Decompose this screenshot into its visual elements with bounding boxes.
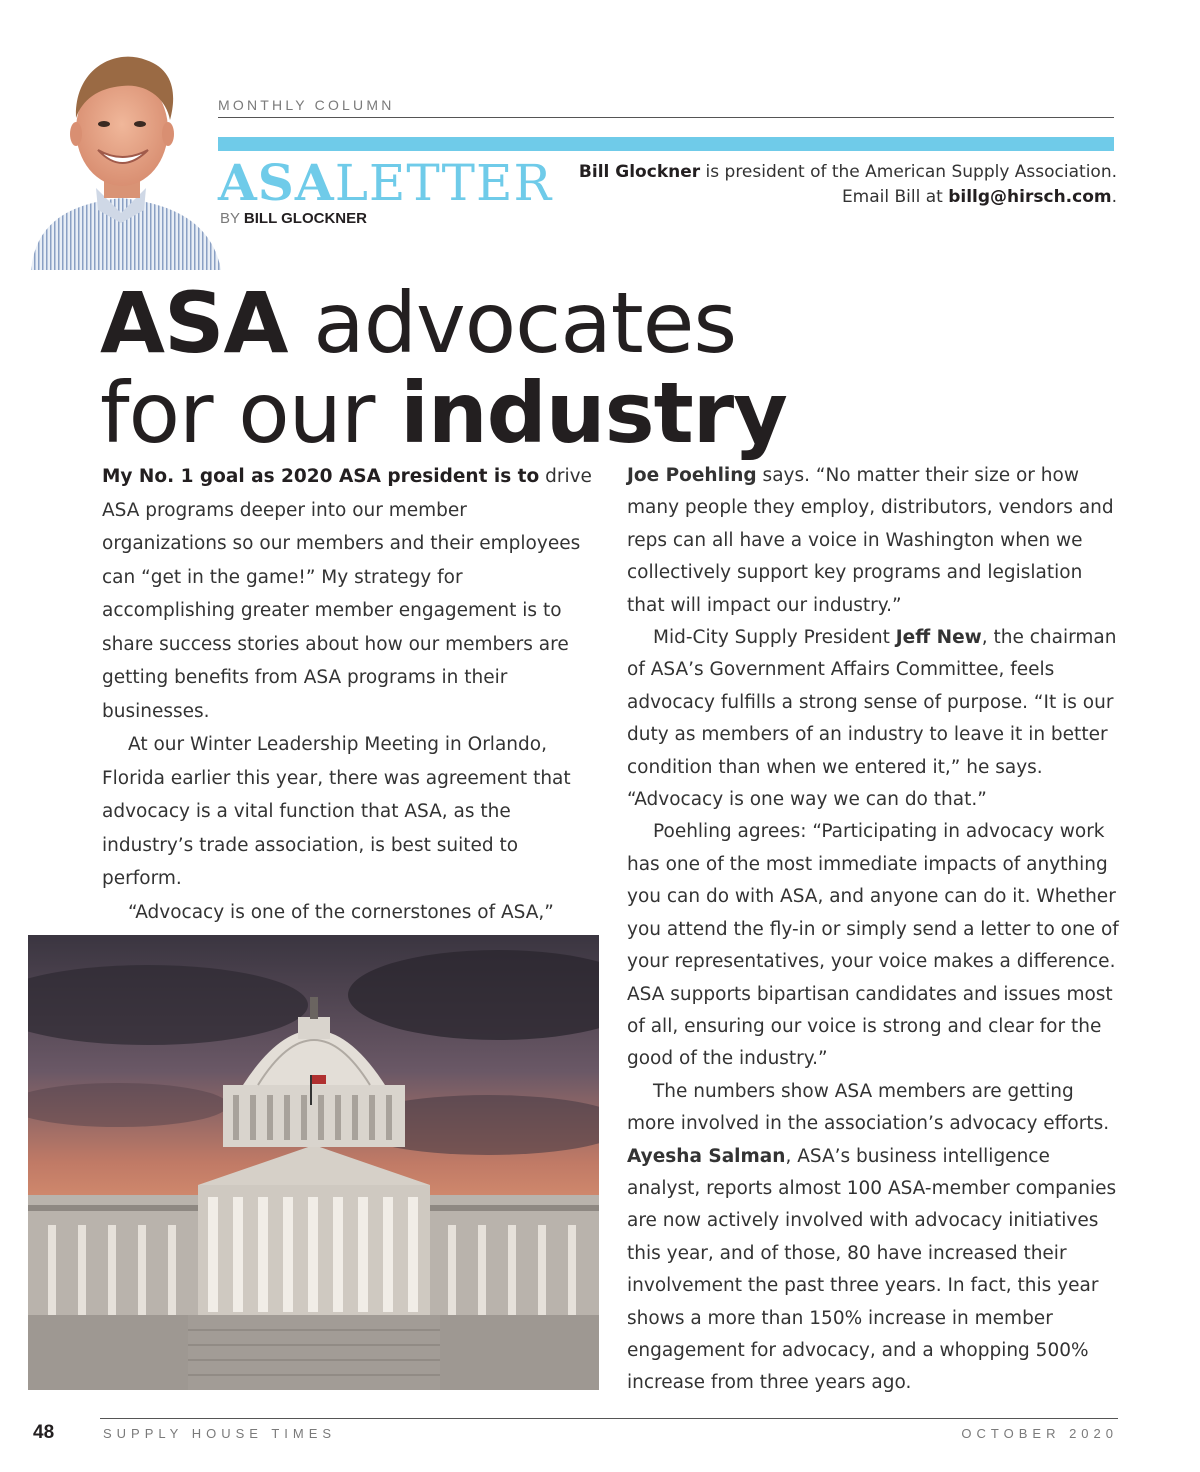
bio-email-prefix: Email Bill at bbox=[841, 187, 949, 207]
capitol-photo bbox=[28, 935, 599, 1390]
author-portrait bbox=[26, 38, 221, 270]
headline-asa: ASA bbox=[100, 274, 288, 372]
column-kicker: MONTHLY COLUMN bbox=[218, 97, 395, 113]
person-name: Joe Poehling bbox=[627, 465, 757, 486]
paragraph-text: , the chairman of ASA’s Government Affairs Committee, feels advocacy fulfills a strong sense of purpose. “It is our duty as members of an industry to leave it in better condition than when we entered it,” he says. “Advocacy is one way we can do that.” bbox=[627, 627, 1117, 811]
byline-name: BILL GLOCKNER bbox=[243, 210, 367, 227]
bio-email-link[interactable]: billg@hirsch.com bbox=[948, 187, 1112, 207]
bio-email-suffix: . bbox=[1111, 187, 1117, 207]
headline-industry: industry bbox=[400, 364, 787, 462]
lead-in: My No. 1 goal as 2020 ASA president is to bbox=[102, 466, 540, 487]
publication-name: SUPPLY HOUSE TIMES bbox=[103, 1426, 337, 1441]
page-number: 48 bbox=[33, 1422, 55, 1443]
paragraph bbox=[627, 1076, 1122, 1400]
article-headline bbox=[100, 274, 787, 462]
article-column-1 bbox=[102, 460, 592, 963]
column-title-bold: ASA bbox=[218, 153, 335, 212]
byline bbox=[220, 210, 367, 227]
paragraph-text: drive ASA programs deeper into our member organizations so our members and their employees can “get in the game!” My strategy for accomplishing greater member engagement is to share success stories about how our members are getting benefits from ASA programs in their businesses. bbox=[102, 466, 592, 722]
paragraph bbox=[627, 622, 1122, 816]
column-title bbox=[218, 153, 552, 213]
byline-prefix: BY bbox=[220, 210, 240, 227]
issue-date: OCTOBER 2020 bbox=[961, 1426, 1118, 1441]
footer-divider bbox=[100, 1418, 1118, 1419]
paragraph bbox=[627, 460, 1122, 622]
paragraph-text: The numbers show ASA members are getting more involved in the association’s advocacy efforts. bbox=[627, 1080, 1110, 1135]
paragraph-text: Mid-City Supply President bbox=[653, 627, 896, 649]
paragraph: At our Winter Leadership Meeting in Orlando, Florida earlier this year, there was agreement that advocacy is a vital function that ASA, as the industry’s trade association, is best suited to perform. bbox=[102, 734, 571, 889]
paragraph: “Advocacy is one of the cornerstones of ASA,” bbox=[128, 901, 554, 923]
paragraph-text: says. “No matter their size or how many people they employ, distributors, vendors and reps can all have a voice in Washington when we collectively support key programs and legislation that will impact our industry.” bbox=[627, 465, 1114, 616]
column-title-light: LETTER bbox=[334, 154, 553, 212]
author-bio bbox=[579, 160, 1117, 210]
person-name: Ayesha Salman bbox=[627, 1145, 786, 1167]
person-name: Jeff New bbox=[895, 627, 982, 649]
kicker-divider bbox=[218, 117, 1114, 118]
article-column-2 bbox=[627, 460, 1122, 1400]
paragraph-text: , ASA’s business intelligence analyst, reports almost 100 ASA-member companies are now actively involved with advocacy initiatives this year, and of those, 80 have increased their involvement the past three years. In fact, this year shows a more than 150% increase in member engagement for advocacy, and a whopping 500% increase from three years ago. bbox=[627, 1145, 1117, 1394]
headline-for-our: for our bbox=[100, 364, 401, 462]
paragraph: Poehling agrees: “Participating in advocacy work has one of the most immediate impacts of anything you can do with ASA, and anyone can do it. Whether you attend the fly-in or simply send a letter to one of your representatives, your voice makes a difference. ASA supports bipartisan candidates and issues most of all, ensuring our voice is strong and clear for the good of the industry.” bbox=[627, 821, 1119, 1070]
paragraph bbox=[102, 460, 592, 728]
bio-name: Bill Glockner bbox=[578, 162, 701, 182]
bio-text: is president of the American Supply Association. bbox=[700, 162, 1117, 182]
headline-advocates: advocates bbox=[287, 274, 737, 372]
accent-bar bbox=[218, 137, 1114, 151]
